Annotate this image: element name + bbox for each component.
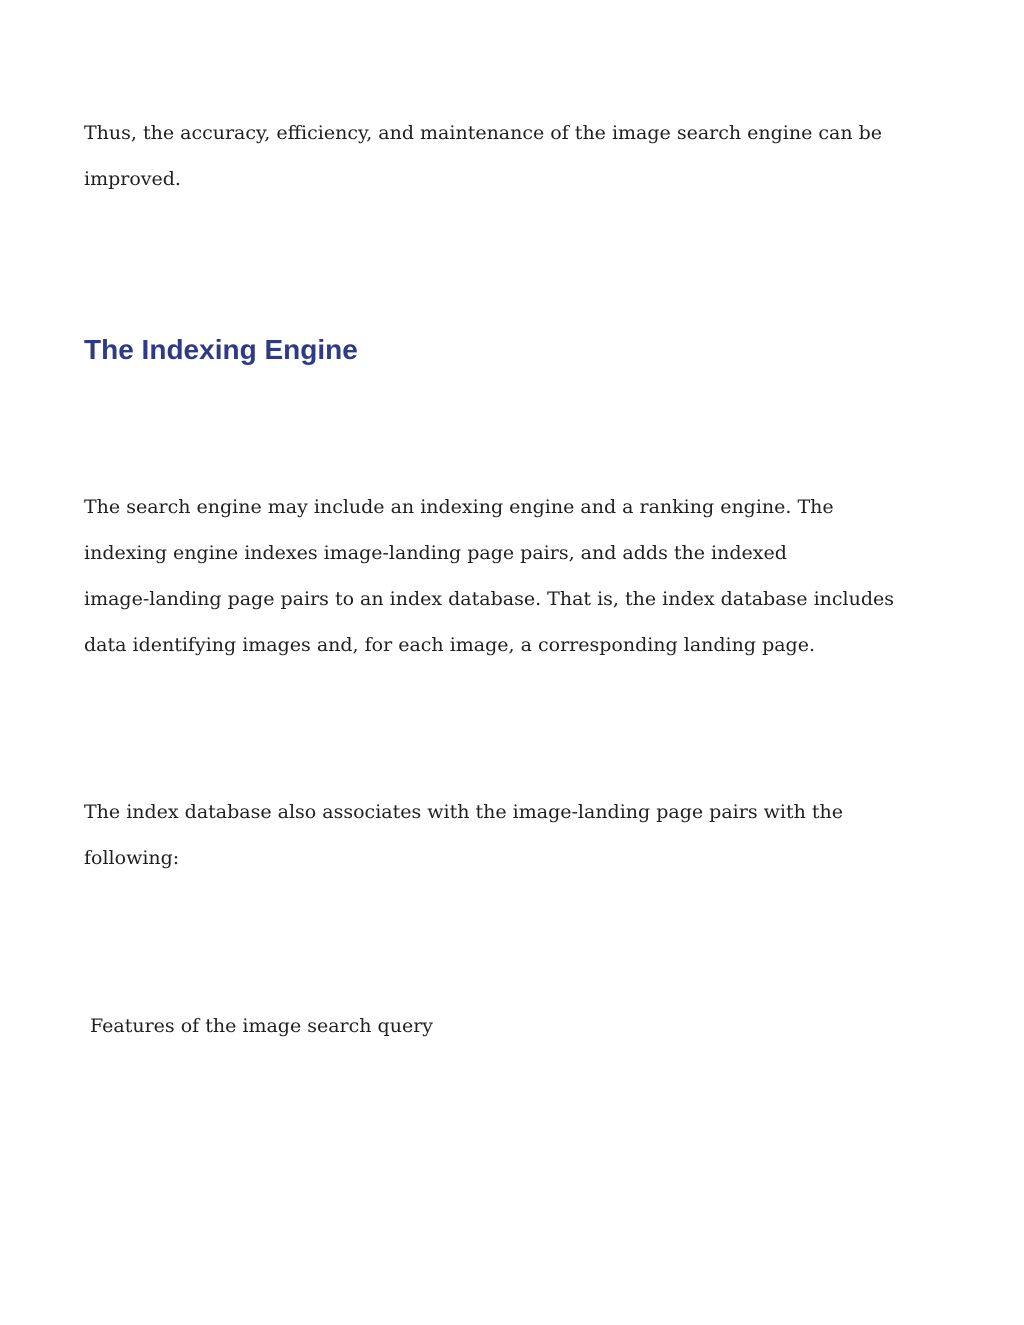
paragraph-line: improved. bbox=[84, 168, 181, 190]
section-heading: The Indexing Engine bbox=[84, 334, 358, 365]
paragraph-intro bbox=[84, 110, 924, 202]
paragraph-line: The search engine may include an indexing engine and a ranking engine. The bbox=[84, 496, 834, 518]
paragraph-line: following: bbox=[84, 847, 180, 869]
paragraph-line: The index database also associates with the image-landing page pairs with the bbox=[84, 801, 843, 823]
paragraph-index-database bbox=[84, 789, 924, 881]
paragraph-line: indexing engine indexes image-landing page pairs, and adds the indexed bbox=[84, 542, 787, 564]
list-item-text: Features of the image search query bbox=[90, 1015, 434, 1037]
paragraph-line: image-landing page pairs to an index database. That is, the index database includes bbox=[84, 588, 895, 610]
paragraph-line: data identifying images and, for each image, a corresponding landing page. bbox=[84, 634, 815, 656]
list-item bbox=[90, 1003, 930, 1049]
paragraph-line: Thus, the accuracy, efficiency, and maintenance of the image search engine can be bbox=[84, 122, 883, 144]
paragraph-indexing-engine bbox=[84, 484, 924, 668]
